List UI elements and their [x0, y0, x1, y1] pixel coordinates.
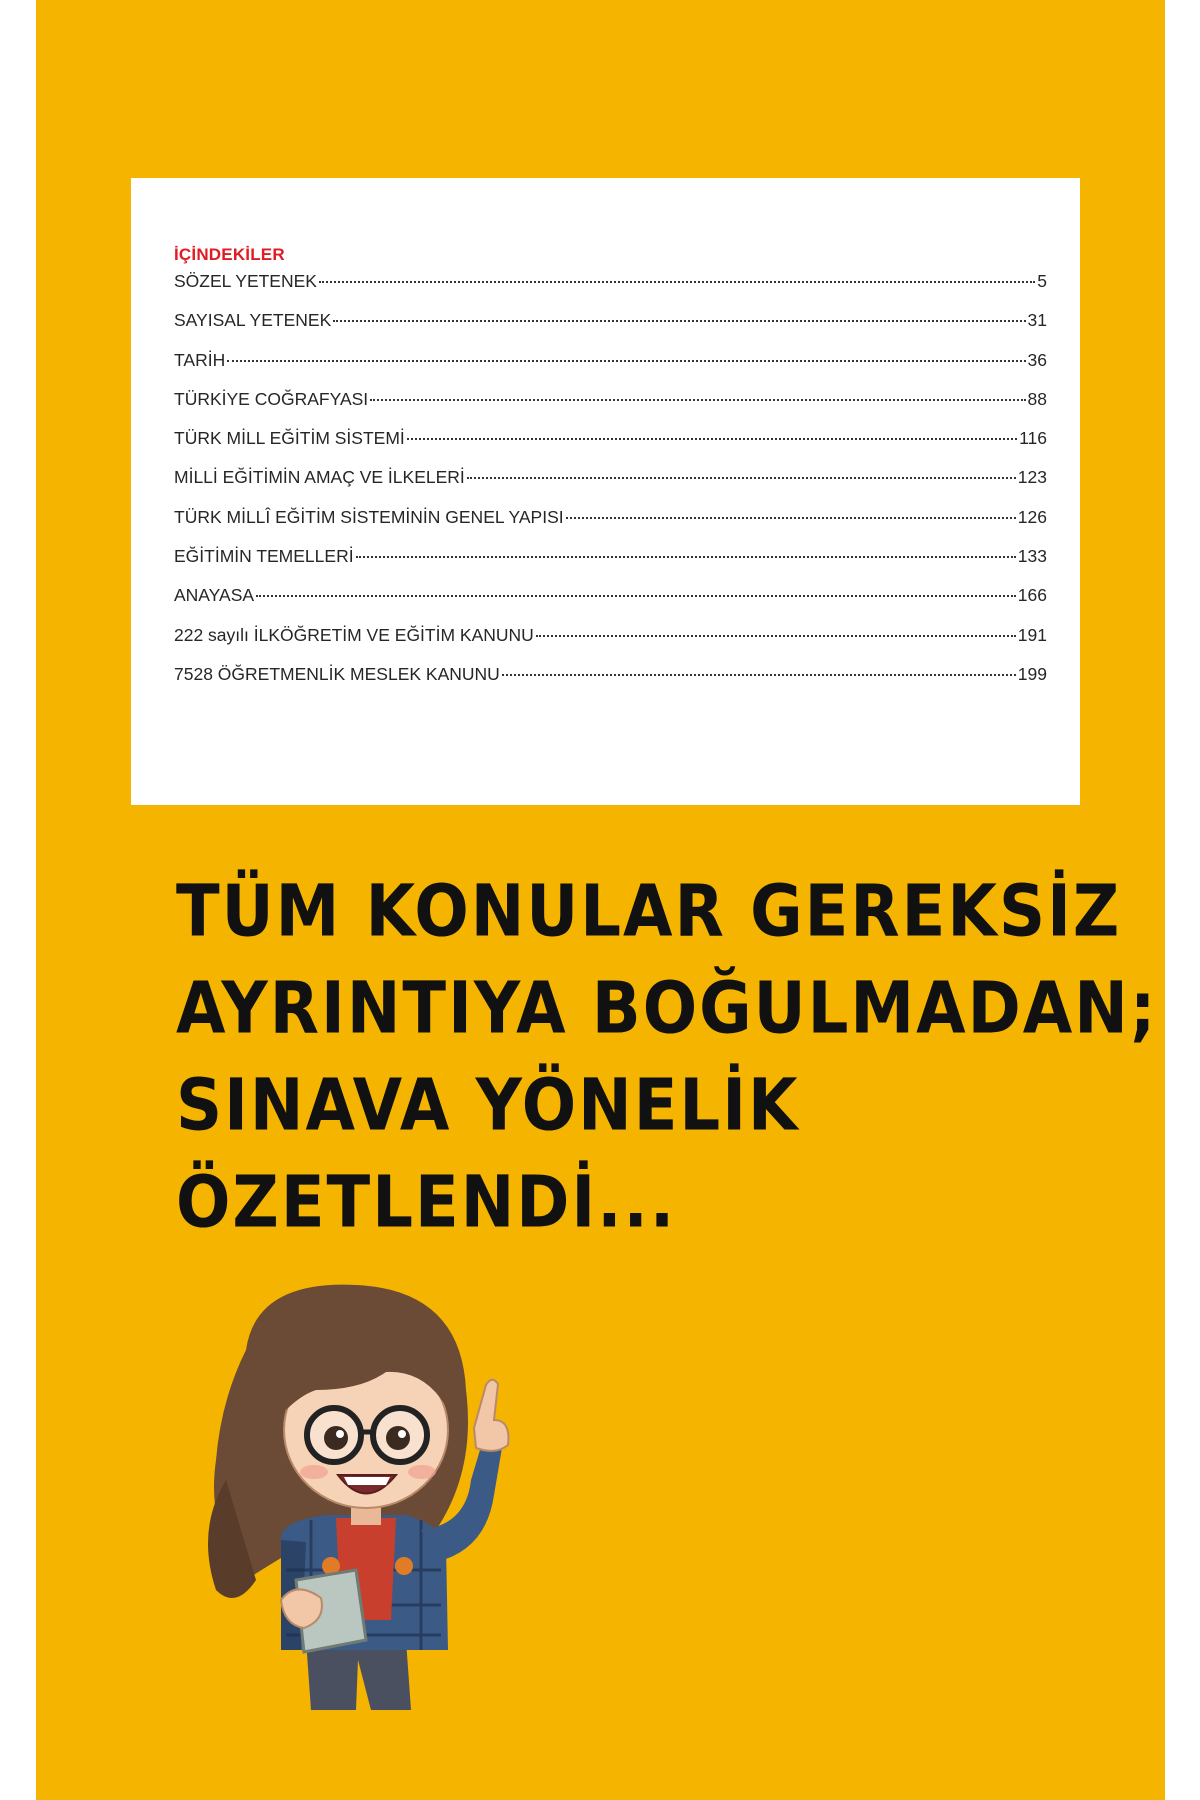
toc-entry-title: TARİH [174, 349, 226, 370]
toc-dot-leader [333, 320, 1025, 322]
toc-entry-title: EĞİTİMİN TEMELLERİ [174, 546, 354, 567]
teacher-mascot-illustration [186, 1280, 546, 1720]
toc-entry [174, 664, 1047, 703]
toc-entry-title: TÜRK MİLLÎ EĞİTİM SİSTEMİNİN GENEL YAPISI [174, 506, 564, 527]
toc-entry-page: 31 [1027, 310, 1047, 331]
slogan-line: AYRINTIYA BOĞULMADAN; [176, 967, 1158, 1051]
toc-dot-leader [467, 477, 1016, 479]
toc-entry-title: SAYISAL YETENEK [174, 310, 332, 331]
toc-entry-page: 123 [1017, 467, 1047, 488]
toc-entry-title: 222 sayılı İLKÖĞRETİM VE EĞİTİM KANUNU [174, 624, 534, 645]
toc-entry [174, 350, 1047, 389]
toc-entry-page: 36 [1027, 349, 1047, 370]
toc-entry-title: SÖZEL YETENEK [174, 271, 317, 291]
toc-entry [174, 585, 1047, 624]
toc-entry-page: 133 [1017, 546, 1047, 567]
toc-entry [174, 467, 1047, 506]
toc-dot-leader [502, 674, 1016, 676]
toc-entry-page: 199 [1017, 663, 1047, 684]
toc-entry [174, 428, 1047, 467]
toc-dot-leader [407, 438, 1017, 440]
toc-list [174, 271, 1047, 703]
toc-entry [174, 625, 1047, 664]
toc-entry [174, 310, 1047, 349]
slogan-line: ÖZETLENDİ... [176, 1161, 677, 1245]
toc-dot-leader [356, 556, 1016, 558]
toc-entry [174, 507, 1047, 546]
toc-entry-page: 116 [1019, 428, 1047, 449]
slogan-line: TÜM KONULAR GEREKSİZ [176, 870, 1122, 954]
toc-dot-leader [227, 360, 1025, 362]
poster-background [36, 0, 1165, 1800]
toc-dot-leader [256, 595, 1016, 597]
toc-entry [174, 389, 1047, 428]
toc-dot-leader [536, 635, 1016, 637]
toc-entry [174, 271, 1047, 310]
toc-dot-leader [566, 517, 1016, 519]
toc-entry-page: 126 [1017, 506, 1047, 527]
toc-entry-title: TÜRK MİLL EĞİTİM SİSTEMİ [174, 428, 405, 449]
slogan-line: SINAVA YÖNELİK [176, 1064, 800, 1148]
toc-entry-title: TÜRKİYE COĞRAFYASI [174, 388, 369, 409]
toc-entry [174, 546, 1047, 585]
toc-entry-page: 5 [1037, 271, 1047, 291]
toc-entry-page: 88 [1027, 388, 1047, 409]
toc-entry-page: 191 [1017, 624, 1047, 645]
toc-dot-leader [319, 281, 1035, 283]
toc-entry-title: 7528 ÖĞRETMENLİK MESLEK KANUNU [174, 663, 500, 684]
slogan-text-block [176, 858, 1158, 1246]
toc-heading: İÇİNDEKİLER [174, 245, 285, 264]
toc-entry-page: 166 [1017, 585, 1047, 606]
toc-dot-leader [370, 399, 1025, 401]
toc-entry-title: ANAYASA [174, 585, 255, 606]
table-of-contents-card [131, 178, 1080, 805]
toc-entry-title: MİLLİ EĞİTİMİN AMAÇ VE İLKELERİ [174, 467, 465, 488]
